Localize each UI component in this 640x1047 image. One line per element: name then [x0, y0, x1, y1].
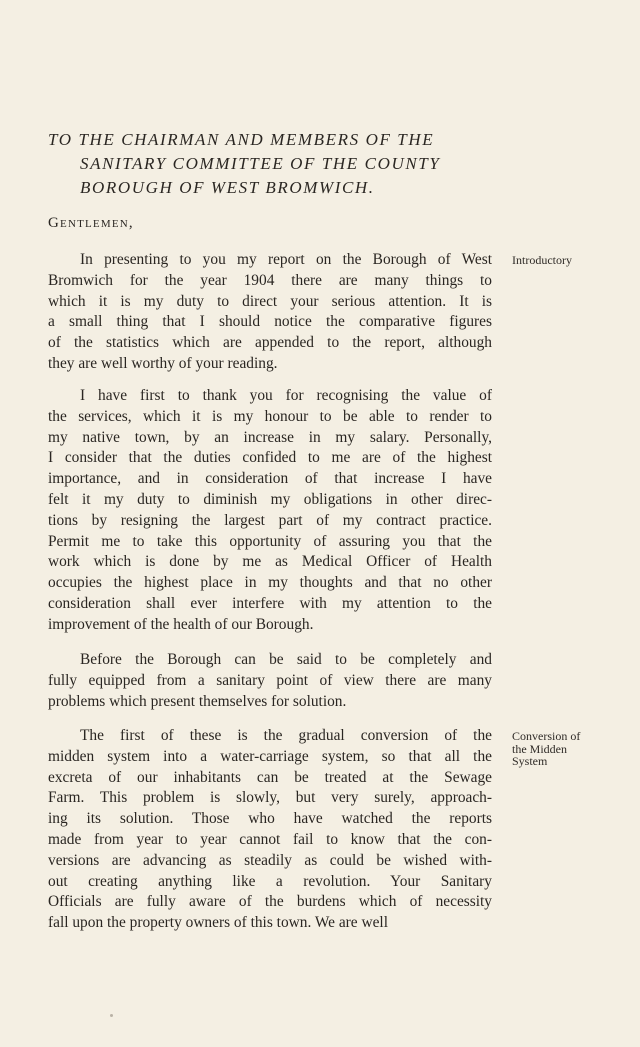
text-line: Farm. This problem is slowly, but very surely, approach- [48, 789, 492, 807]
text-line: versions are advancing as steadily as could be wished with- [48, 851, 492, 869]
salutation: Gentlemen, [48, 215, 134, 231]
sidenote-introductory: Introductory [512, 253, 572, 267]
paragraph-3 [48, 650, 492, 712]
text-line: Permit me to take this opportunity of assuring you that the [48, 532, 492, 550]
text-line: problems which present themselves for solution. [48, 692, 347, 710]
text-line: importance, and in consideration of that increase I have [48, 470, 492, 488]
heading-line-3: BOROUGH OF WEST BROMWICH. [80, 178, 375, 197]
paragraph-2 [48, 386, 492, 636]
text-line: The first of these is the gradual conversion of the [80, 727, 492, 744]
text-line: out creating anything like a revolution. Your Sanitary [48, 872, 492, 890]
sidenote-conversion [512, 730, 622, 768]
text-line: fall upon the property owners of this town. We are well [48, 914, 388, 932]
text-line: of the statistics which are appended to the report, although [48, 334, 492, 352]
text-line: consideration shall ever interfere with my attention to the [48, 594, 492, 612]
text-line: excreta of our inhabitants can be treated at the Sewage [48, 768, 492, 786]
text-line: occupies the highest place in my thoughts and that no other [48, 574, 492, 592]
text-line: my native town, by an increase in my salary. Personally, [48, 428, 492, 446]
heading-line-1: TO THE CHAIRMAN AND MEMBERS OF THE [48, 130, 435, 149]
address-heading [48, 128, 518, 200]
text-line: a small thing that I should notice the comparative figures [48, 313, 492, 331]
text-line: Officials are fully aware of the burdens which of necessity [48, 893, 492, 911]
text-line: I consider that the duties confided to me are of the highest [48, 449, 492, 467]
text-line: made from year to year cannot fail to know that the con- [48, 830, 492, 848]
text-line: I have first to thank you for recognising the value of [80, 387, 492, 404]
paragraph-4 [48, 726, 492, 934]
heading-line-2: SANITARY COMMITTEE OF THE COUNTY [80, 154, 441, 173]
text-line: In presenting to you my report on the Borough of West [80, 251, 492, 268]
sidenote-line: Conversion of [512, 729, 581, 743]
text-line: work which is done by me as Medical Officer of Health [48, 553, 492, 571]
text-line: ing its solution. Those who have watched the reports [48, 810, 492, 828]
paragraph-1 [48, 250, 492, 375]
sidenote-line: the Midden [512, 741, 567, 756]
text-line: improvement of the health of our Borough. [48, 615, 314, 633]
text-line: felt it my duty to diminish my obligations in other direc- [48, 490, 492, 508]
paper-blemish [110, 1014, 113, 1017]
text-line: tions by resigning the largest part of my contract practice. [48, 511, 492, 529]
text-line: the services, which it is my honour to be able to render to [48, 407, 492, 425]
text-line: they are well worthy of your reading. [48, 354, 278, 372]
text-line: which it is my duty to direct your serious attention. It is [48, 292, 492, 310]
text-line: midden system into a water-carriage system, so that all the [48, 747, 492, 765]
text-line: Before the Borough can be said to be completely and [80, 651, 492, 668]
text-line: Bromwich for the year 1904 there are many things to [48, 271, 492, 289]
text-line: fully equipped from a sanitary point of view there are many [48, 671, 492, 689]
sidenote-line: System [512, 754, 548, 768]
